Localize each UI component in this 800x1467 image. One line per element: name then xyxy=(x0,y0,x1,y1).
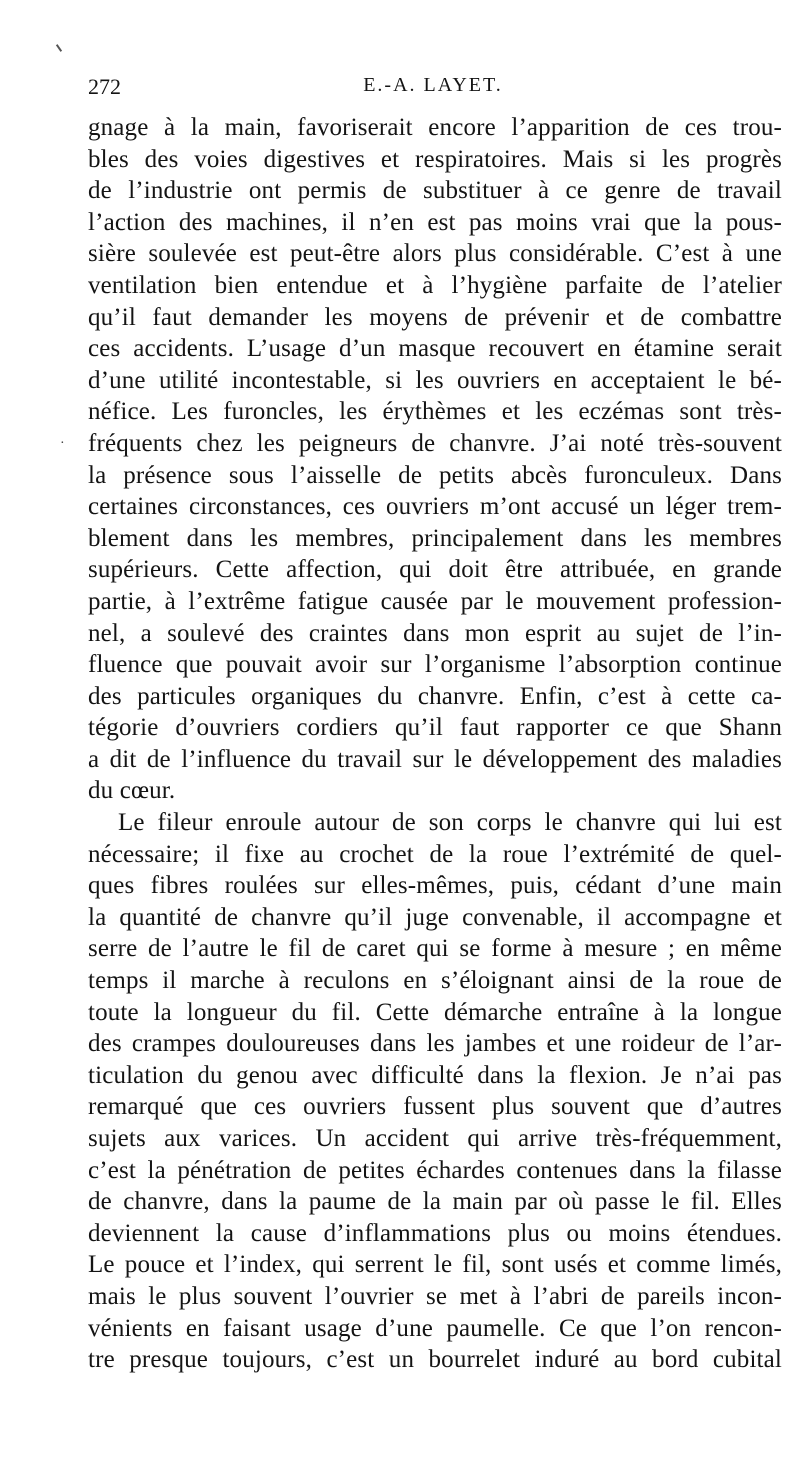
text-line: fréquents chez les peigneurs de chanvre. J’ai noté très-souvent xyxy=(88,429,782,457)
text-line: néfice. Les furoncles, les érythèmes et les eczémas sont très- xyxy=(88,398,782,426)
text-line: tre presque toujours, c’est un bourrelet induré au bord cubital xyxy=(88,1346,782,1374)
text-line: sujets aux varices. Un accident qui arrive très-fréquemment, xyxy=(88,1125,782,1152)
stray-print-mark xyxy=(56,44,62,52)
text-line: mais le plus souvent l’ouvrier se met à l’abri de pareils incon- xyxy=(88,1282,782,1310)
text-line: remarqué que ces ouvriers fussent plus souvent que d’autres xyxy=(88,1093,782,1121)
margin-mark: · xyxy=(60,436,65,451)
text-line: ces accidents. L’usage d’un masque recouvert en étamine serait xyxy=(88,335,782,363)
text-line: nel, a soulevé des craintes dans mon esprit au sujet de l’in- xyxy=(88,619,782,647)
text-line: qu’il faut demander les moyens de prévenir et de combattre xyxy=(88,303,782,331)
text-line: c’est la pénétration de petites échardes contenues dans la filasse xyxy=(88,1156,782,1184)
text-line: de chanvre, dans la paume de la main par où passe le fil. Elles xyxy=(88,1188,782,1216)
text-line: serre de l’autre le fil de caret qui se forme à mesure ; en même xyxy=(88,935,782,963)
text-line: tégorie d’ouvriers cordiers qu’il faut rapporter ce que Shann xyxy=(88,714,782,742)
text-line: l’action des machines, il n’en est pas moins vrai que la pous- xyxy=(88,208,782,236)
page-number: 272 xyxy=(88,74,121,99)
text-line: partie, à l’extrême fatigue causée par le mouvement profession- xyxy=(88,587,782,615)
text-line: du cœur. xyxy=(88,777,176,805)
page-header xyxy=(88,74,778,104)
text-line: la quantité de chanvre qu’il juge convenable, il accompagne et xyxy=(88,903,782,931)
text-line: nécessaire; il fixe au crochet de la roue l’extrémité de quel- xyxy=(88,840,782,868)
text-line: certaines circonstances, ces ouvriers m’ont accusé un léger trem- xyxy=(88,493,782,521)
text-line: toute la longueur du fil. Cette démarche entraîne à la longue xyxy=(88,998,782,1026)
text-line: de l’industrie ont permis de substituer à ce genre de travail xyxy=(88,177,782,205)
text-line: ques fibres roulées sur elles-mêmes, puis, cédant d’une main xyxy=(88,872,782,900)
text-line: temps il marche à reculons en s’éloignant ainsi de la roue de xyxy=(88,967,782,995)
text-line: blement dans les membres, principalement dans les membres xyxy=(88,524,782,552)
text-line: vénients en faisant usage d’une paumelle. Ce que l’on rencon- xyxy=(88,1314,782,1342)
text-line: ventilation bien entendue et à l’hygiène parfaite de l’atelier xyxy=(88,271,782,299)
text-line: des crampes douloureuses dans les jambes et une roideur de l’ar- xyxy=(88,1030,782,1058)
running-head: E.-A. LAYET. xyxy=(363,74,503,96)
text-line: bles des voies digestives et respiratoires. Mais si les progrès xyxy=(88,145,782,173)
text-line: a dit de l’influence du travail sur le développement des maladies xyxy=(88,745,782,773)
text-line: supérieurs. Cette affection, qui doit être attribuée, en grande xyxy=(88,556,782,584)
text-line: ticulation du genou avec difficulté dans la flexion. Je n’ai pas xyxy=(88,1061,782,1089)
text-line: Le pouce et l’index, qui serrent le fil, sont usés et comme limés, xyxy=(88,1251,782,1279)
text-line: sière soulevée est peut-être alors plus considérable. C’est à une xyxy=(88,240,782,268)
text-line: fluence que pouvait avoir sur l’organisme l’absorption continue xyxy=(88,651,782,679)
text-line: Le fileur enroule autour de son corps le chanvre qui lui est xyxy=(118,809,782,837)
text-line: d’une utilité incontestable, si les ouvriers en acceptaient le bé- xyxy=(88,366,782,394)
body-text xyxy=(88,112,782,1376)
text-line: deviennent la cause d’inflammations plus ou moins étendues. xyxy=(88,1219,782,1247)
text-line: gnage à la main, favoriserait encore l’apparition de ces trou- xyxy=(88,114,782,141)
text-line: la présence sous l’aisselle de petits abcès furonculeux. Dans xyxy=(88,461,782,489)
text-line: des particules organiques du chanvre. Enfin, c’est à cette ca- xyxy=(88,682,782,710)
